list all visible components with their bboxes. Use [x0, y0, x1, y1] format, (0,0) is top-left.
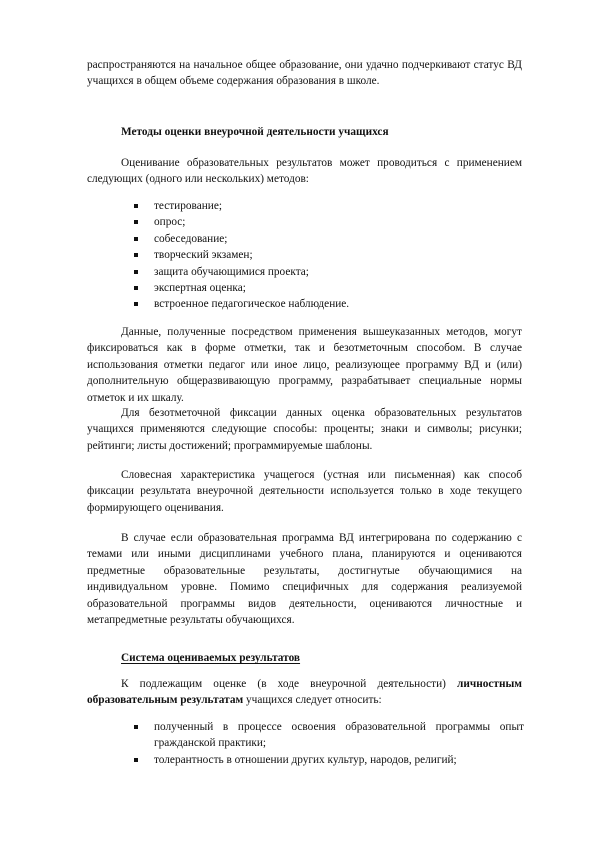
list-item [134, 264, 524, 280]
list-item-text: встроенное педагогическое наблюдение. [154, 298, 350, 311]
square-bullet-icon [134, 758, 138, 762]
list-item-text: тестирование; [154, 200, 222, 212]
list-item-text: толерантность в отношении других культур, народов, религий; [154, 753, 457, 766]
list-item [134, 752, 524, 768]
methods-list [134, 198, 524, 313]
list-item-text: собеседование; [154, 232, 228, 245]
system-heading: Система оцениваемых результатов [121, 652, 301, 664]
methods-heading: Методы оценки внеурочной деятельности учащихся [121, 126, 389, 138]
paragraph-integration: В случае если образовательная программа ВД интегрирована по содержанию с темами или иными дисциплинами учебного плана, планируются и оцениваются предметные образовательные результаты, достигнутые обучающимися на индивидуальном уровне. Помимо специфичных для содержания реализуемой образовательной программы видов деятельности, оцениваются личностные и метапредметные результаты обучающихся. [87, 532, 522, 627]
paragraph-recording-forms: Данные, полученные посредством применения вышеуказанных методов, могут фиксироваться как в форме отметки, так и безотметочным способом. В случае использования отметки педагог или иное лицо, реализующее программу ВД и (или) дополнительную общеразвивающую программу, разрабатывает специальные нормы отметок и их шкалу. [87, 326, 522, 404]
square-bullet-icon [134, 220, 138, 224]
methods-lead-paragraph: Оценивание образовательных результатов может проводиться с применением следующих (одного или нескольких) методов: [87, 157, 522, 186]
square-bullet-icon [134, 725, 138, 729]
list-item [134, 719, 524, 752]
list-item [134, 214, 524, 230]
system-lead-bold: личностным образовательным результатам [87, 678, 522, 707]
square-bullet-icon [134, 270, 138, 274]
list-item-text: полученный в процессе освоения образовательной программы опыт гражданской практики; [154, 721, 524, 750]
list-item [134, 198, 524, 214]
list-item [134, 231, 524, 247]
system-lead-prefix: К подлежащим оценке (в ходе внеурочной деятельности) [121, 678, 458, 690]
system-lead-paragraph [87, 676, 522, 709]
list-item [134, 296, 524, 312]
square-bullet-icon [134, 253, 138, 257]
list-item-text: защита обучающимися проекта; [154, 265, 309, 278]
system-list [134, 719, 524, 768]
list-item-text: опрос; [154, 216, 186, 229]
paragraph-verbal-characteristic: Словесная характеристика учащегося (устная или письменная) как способ фиксации результата внеурочной деятельности используется только в ходе текущего формирующего оценивания. [87, 469, 522, 514]
list-item-text: экспертная оценка; [154, 282, 246, 295]
list-item [134, 247, 524, 263]
square-bullet-icon [134, 204, 138, 208]
square-bullet-icon [134, 237, 138, 241]
intro-paragraph: распространяются на начальное общее образование, они удачно подчеркивают статус ВД учащихся в общем объеме содержания образования в школе. [87, 59, 522, 88]
square-bullet-icon [134, 302, 138, 306]
paragraph-non-grading: Для безотметочной фиксации данных оценка образовательных результатов учащихся применяются следующие способы: проценты; знаки и символы; рисунки; рейтинги; листы достижений; программируемые шаблоны. [87, 407, 522, 452]
system-lead-suffix: учащихся следует относить: [243, 694, 382, 707]
square-bullet-icon [134, 286, 138, 290]
list-item-text: творческий экзамен; [154, 249, 253, 262]
list-item [134, 280, 524, 296]
